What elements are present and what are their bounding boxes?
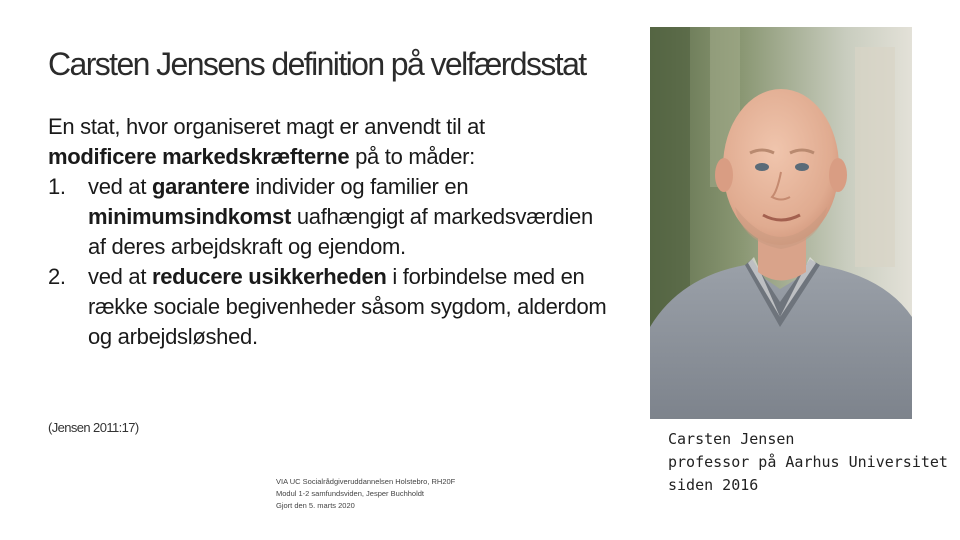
slide-title: Carsten Jensens definition på velfærdsstat — [48, 46, 586, 82]
slide-footer — [276, 476, 455, 512]
footer-line-1: VIA UC Socialrådgiveruddannelsen Holstebro, RH20F — [276, 477, 456, 486]
item2-post: i forbindelse med en række sociale begivenheder såsom sygdom, alderdom og arbejdsløshed. — [88, 264, 607, 349]
footer-line-3: Gjort den 5. marts 2020 — [276, 501, 355, 510]
list-item-1 — [48, 172, 608, 262]
definition-text — [48, 112, 608, 352]
list-number-1: 1. — [48, 174, 66, 199]
item1-bold-garantere: garantere — [151, 174, 250, 199]
citation: (Jensen 2011:17) — [48, 420, 139, 435]
definition-list — [48, 172, 608, 352]
footer-line-2: Modul 1-2 samfundsviden, Jesper Buchholdt — [276, 489, 425, 498]
item1-mid: individer og familier en — [249, 174, 469, 199]
item1-bold-minimumsindkomst: minimumsindkomst — [88, 204, 292, 229]
item2-bold-reducere: reducere usikkerheden — [151, 264, 387, 289]
item1-post: uafhængigt af markedsværdien af deres arbejdskraft og ejendom. — [88, 204, 593, 259]
intro-line-1: En stat, hvor organiseret magt er anvendt til at — [48, 114, 485, 139]
photo-caption — [668, 428, 948, 497]
intro-rest: på to måder: — [349, 144, 475, 169]
item2-pre: ved at — [88, 264, 152, 289]
item1-pre: ved at — [88, 174, 152, 199]
intro-bold: modificere markedskræfterne — [48, 144, 350, 169]
intro-line-2 — [48, 142, 608, 172]
caption-since: siden 2016 — [668, 476, 759, 494]
portrait-illustration — [650, 27, 912, 419]
caption-name: Carsten Jensen — [668, 430, 795, 448]
list-number-2: 2. — [48, 264, 66, 289]
list-item-2 — [48, 262, 608, 352]
caption-role: professor på Aarhus Universitet — [668, 453, 948, 471]
portrait-photo — [650, 27, 912, 419]
